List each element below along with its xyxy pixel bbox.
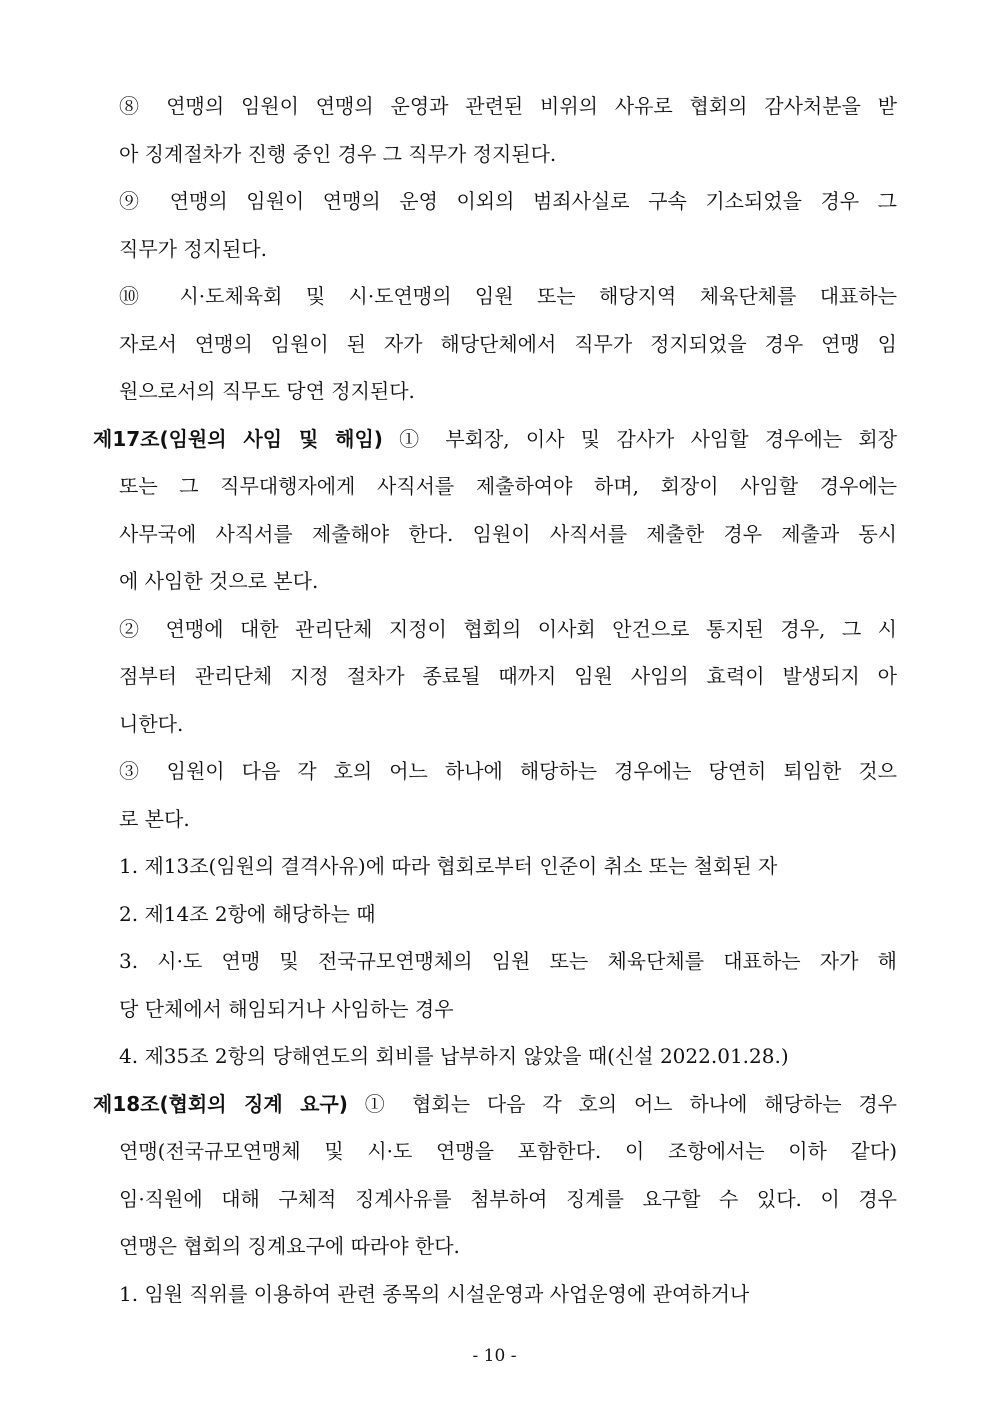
- article-18-text: ① 협회는 다음 각 호의 어느 하나에 해당하는 경우: [347, 1092, 898, 1116]
- article-17-line: [93, 425, 897, 453]
- list-item: 1. 제13조(임원의 결격사유)에 따라 협회로부터 인준이 취소 또는 철회된 자: [119, 854, 778, 878]
- list-item: 3. 시·도 연맹 및 전국규모연맹체의 임원 또는 체육단체를 대표하는 자가 해: [119, 949, 897, 973]
- text-line: 직무가 정지된다.: [119, 237, 267, 261]
- list-item: 4. 제35조 2항의 당해연도의 회비를 납부하지 않았을 때(신설 2022.01.28.): [119, 1044, 789, 1068]
- text-line: 임·직원에 대해 구체적 징계사유를 첨부하여 징계를 요구할 수 있다. 이 경우: [119, 1187, 897, 1211]
- text-line: 연맹은 협회의 징계요구에 따라야 한다.: [119, 1234, 460, 1258]
- page-number: - 10 -: [472, 1346, 517, 1366]
- text-line: 에 사임한 것으로 본다.: [119, 569, 319, 593]
- text-line: 점부터 관리단체 지정 절차가 종료될 때까지 임원 사임의 효력이 발생되지 아: [119, 664, 897, 688]
- text-line: ⑨ 연맹의 임원이 연맹의 운영 이외의 범죄사실로 구속 기소되었을 경우 그: [119, 189, 897, 213]
- text-line: 로 본다.: [119, 807, 190, 831]
- text-line: 당 단체에서 해임되거나 사임하는 경우: [119, 997, 454, 1021]
- text-line: 자로서 연맹의 임원이 된 자가 해당단체에서 직무가 정지되었을 경우 연맹 임: [119, 332, 897, 356]
- text-line: 니한다.: [119, 712, 184, 736]
- text-line: 연맹(전국규모연맹체 및 시·도 연맹을 포함한다. 이 조항에서는 이하 같다): [119, 1139, 897, 1163]
- article-18-line: [93, 1090, 897, 1118]
- article-17-title: 제17조(임원의 사임 및 해임): [93, 427, 383, 451]
- text-line: 또는 그 직무대행자에게 사직서를 제출하여야 하며, 회장이 사임할 경우에는: [119, 474, 897, 498]
- text-line: ③ 임원이 다음 각 호의 어느 하나에 해당하는 경우에는 당연히 퇴임한 것으: [119, 759, 897, 783]
- text-line: 아 징계절차가 진행 중인 경우 그 직무가 정지된다.: [119, 142, 557, 166]
- text-line: ② 연맹에 대한 관리단체 지정이 협회의 이사회 안건으로 통지된 경우, 그 시: [119, 617, 897, 641]
- text-line: ⑩ 시·도체육회 및 시·도연맹의 임원 또는 해당지역 체육단체를 대표하는: [119, 284, 897, 308]
- list-item: 1. 임원 직위를 이용하여 관련 종목의 시설운영과 사업운영에 관여하거나: [119, 1282, 750, 1306]
- list-item: 2. 제14조 2항에 해당하는 때: [119, 902, 376, 926]
- text-line: 원으로서의 직무도 당연 정지된다.: [119, 379, 415, 403]
- article-18-title: 제18조(협회의 징계 요구): [93, 1092, 348, 1116]
- text-line: 사무국에 사직서를 제출해야 한다. 임원이 사직서를 제출한 경우 제출과 동시: [119, 522, 897, 546]
- text-line: ⑧ 연맹의 임원이 연맹의 운영과 관련된 비위의 사유로 협회의 감사처분을 받: [119, 94, 897, 118]
- article-17-text: ① 부회장, 이사 및 감사가 사임할 경우에는 회장: [382, 427, 897, 451]
